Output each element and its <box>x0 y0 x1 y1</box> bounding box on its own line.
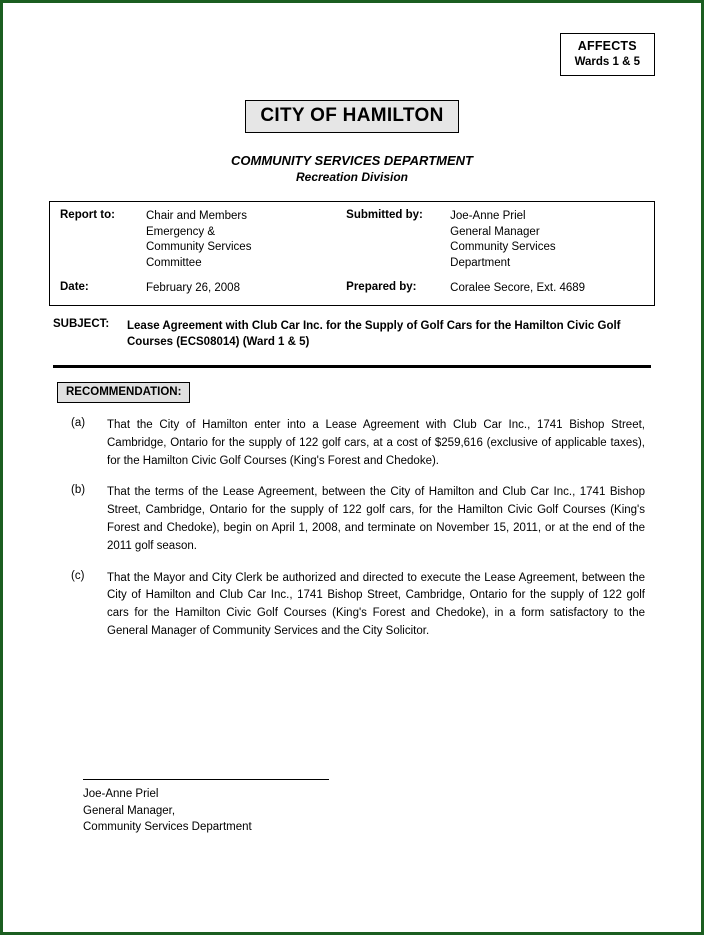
date-cell <box>60 281 346 297</box>
subject-label: SUBJECT: <box>53 317 110 330</box>
prepared-by-value: Coralee Secore, Ext. 4689 <box>450 282 586 295</box>
report-to-line-1: Chair and Members <box>146 210 247 222</box>
list-item-text: That the Mayor and City Clerk be authorized and directed to execute the Lease Agreement, between the City of Hamilton and Club Car Inc., 1741 Bishop Street, Cambridge, Ontario for the supply of 122 golf cars for the Hamilton Civic Golf Courses (King's Forest and Chedoke), in a form satisfactory to the General Manager of Community Services and the City Solicitor. <box>107 571 645 638</box>
document-page <box>3 3 701 932</box>
submitted-by-value <box>450 209 644 271</box>
report-to-line-2: Emergency & <box>146 225 216 238</box>
info-row-date <box>50 271 654 305</box>
subject-block <box>49 318 655 351</box>
list-item-marker: (a) <box>71 416 86 429</box>
submitted-by-line-1: Joe-Anne Priel <box>450 210 526 222</box>
submitted-by-line-2: General Manager <box>450 225 540 238</box>
affects-title: AFFECTS <box>577 39 637 53</box>
info-row-recipients <box>50 202 654 271</box>
report-to-cell <box>60 209 346 271</box>
report-to-label: Report to: <box>60 209 115 221</box>
list-item <box>55 570 649 641</box>
signature-title: General Manager, <box>83 804 176 817</box>
prepared-by-label: Prepared by: <box>346 281 417 294</box>
submitted-by-line-4: Department <box>450 256 511 269</box>
section-divider <box>53 365 651 368</box>
list-item-text: That the terms of the Lease Agreement, between the City of Hamilton and Club Car Inc., 1741 Bishop Street, Cambridge, Ontario for the supply of 122 golf cars, for the Hamilton Civic Golf Courses (King's Forest and Chedoke), begin on April 1, 2008, and terminate on November 15, 2011, or at the end of the 2011 golf season. <box>107 486 645 552</box>
division-name: Recreation Division <box>295 170 409 184</box>
page-title: CITY OF HAMILTON <box>245 100 458 133</box>
signature-department: Community Services Department <box>83 821 252 834</box>
report-to-line-4: Committee <box>146 256 202 269</box>
report-to-value <box>146 209 346 271</box>
list-item-marker: (b) <box>71 484 86 497</box>
submitted-by-line-3: Community Services <box>450 241 556 254</box>
recommendation-list <box>49 417 655 641</box>
list-item <box>55 417 649 470</box>
date-value: February 26, 2008 <box>146 282 240 295</box>
list-item-marker: (c) <box>71 569 85 582</box>
signature-name: Joe-Anne Priel <box>83 787 159 800</box>
subject-text: Lease Agreement with Club Car Inc. for the Supply of Golf Cars for the Hamilton Civic Golf Courses (ECS08014) (Ward 1 & 5) <box>127 319 621 349</box>
submitted-by-cell <box>346 209 644 271</box>
list-item-text: That the City of Hamilton enter into a Lease Agreement with Club Car Inc., 1741 Bishop Street, Cambridge, Ontario for the supply of 122 golf cars, at a cost of $259,616 (exclusive of applicable taxes), for the Hamilton Civic Golf Courses (King's Forest and Chedoke). <box>107 418 645 467</box>
title-block <box>49 100 655 133</box>
signature-line <box>83 779 329 780</box>
department-name: COMMUNITY SERVICES DEPARTMENT <box>231 153 473 168</box>
report-to-line-3: Community Services <box>146 241 252 254</box>
submitted-by-label: Submitted by: <box>346 209 423 221</box>
prepared-by-cell <box>346 281 644 297</box>
recommendation-heading: RECOMMENDATION: <box>57 382 190 403</box>
report-info-table <box>49 201 655 306</box>
affects-wards: Wards 1 & 5 <box>574 55 640 68</box>
list-item <box>55 484 649 555</box>
signature-block <box>83 779 329 836</box>
affects-box <box>560 33 655 76</box>
date-label: Date: <box>60 281 89 294</box>
